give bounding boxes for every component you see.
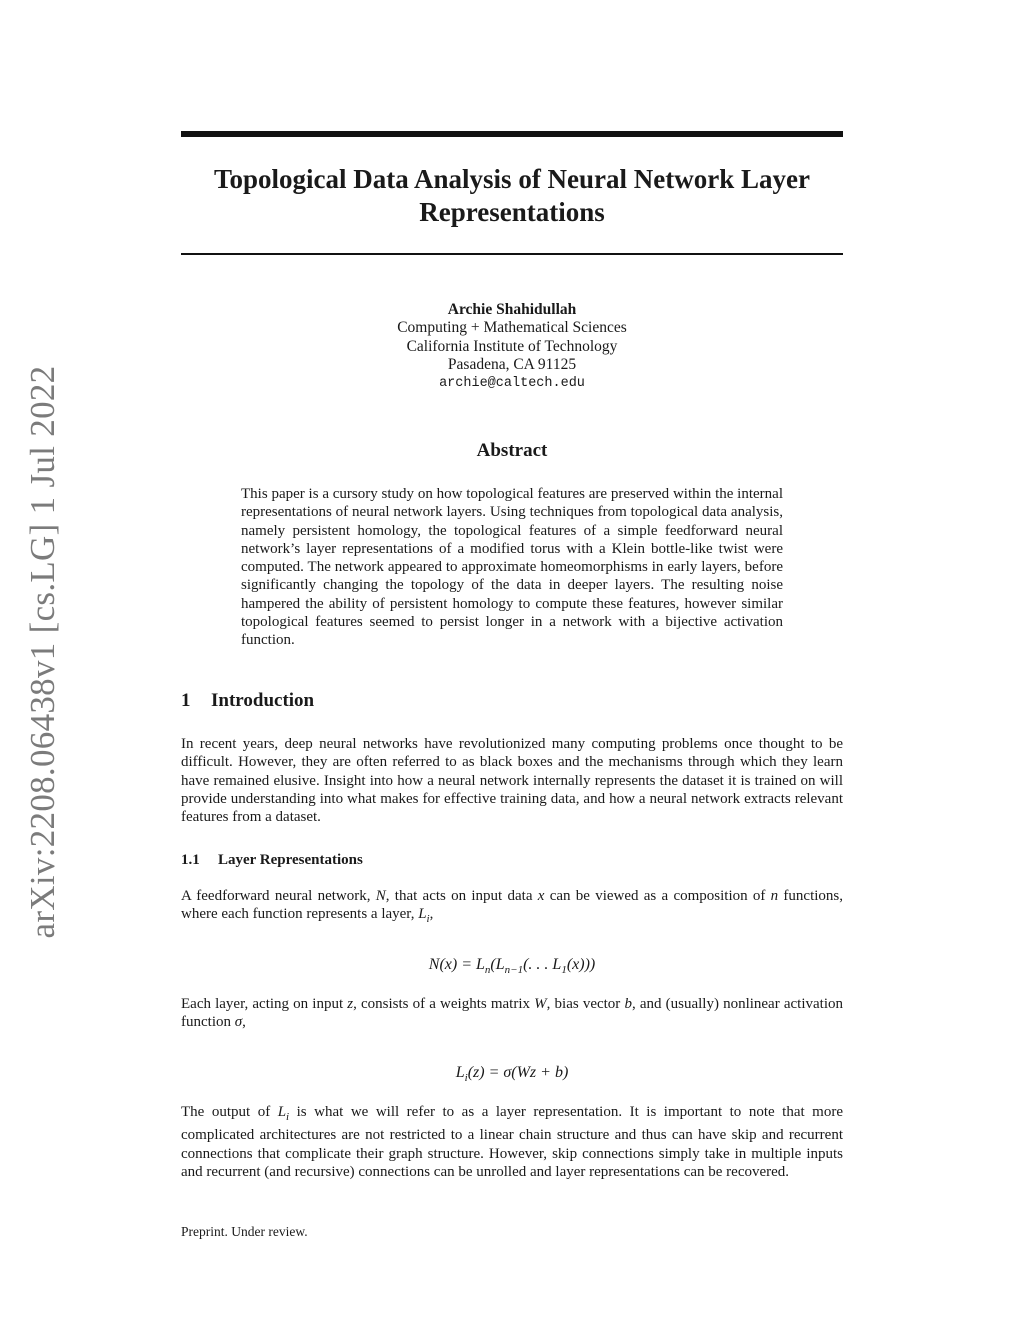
intro-paragraph: In recent years, deep neural networks have revolutionized many computing problems once thought to be difficult. However, they are often referred to as black boxes and the mechanisms through which they learn have remained elusive. Insight into how a neural network internally represents the dataset it is trained on will provide understanding into what makes for effective training data, and how a neural network extracts relevant features from a dataset. [181,736,843,826]
section-heading [181,690,314,712]
abstract-text: This paper is a cursory study on how topological features are preserved within the internal representations of neural network layers. Using techniques from topological data analysis, namely persistent homology, the topological features of a simple feedforward neural network’s layer representations of a modified torus with a Klein bottle-like twist were computed. The network appeared to approximate homeomorphisms in early layers, before significantly changing the topology of the data in deeper layers. The resulting noise hampered the ability of persistent homology to compute these features, however similar topological features seemed to persist longer in a network with a bijective activation function. [241,486,783,649]
equation-layer-definition: $L_i(z) = \sigma(Wz + b)$ [455,1064,569,1085]
author-email[interactable]: archie@caltech.edu [439,375,585,391]
footer-note: Preprint. Under review. [181,1224,308,1239]
subsection-number: 1.1 [181,852,200,868]
author-block [181,301,843,393]
paper-title: Topological Data Analysis of Neural Network Layer Representations [214,164,810,227]
layer-paragraph-1: A feedforward neural network, N, that acts on input data x can be viewed as a composition of n functions, where each function represents a layer, $L_i$, [181,888,843,926]
author-institution: California Institute of Technology [406,337,618,355]
author-location: Pasadena, CA 91125 [447,356,577,374]
abstract-heading: Abstract [476,440,548,461]
title-bottom-rule [181,253,843,255]
subsection-title: Layer Representations [218,852,363,868]
layer-paragraph-2: Each layer, acting on input z, consists of a weights matrix W, bias vector b, and (usually) nonlinear activation function σ, [181,996,843,1031]
subsection-heading [181,852,363,869]
arxiv-identifier: arXiv:2208.06438v1 [cs.LG] 1 Jul 2022 [23,365,62,939]
section-number: 1 [181,690,191,711]
equation-network-composition: $N(x) = L_n(L_{n-1}$(. . . $L_1(x)$)) [428,956,596,977]
author-department: Computing + Mathematical Sciences [397,319,627,337]
author-name: Archie Shahidullah [447,301,577,318]
layer-paragraph-3: The output of $L_i$ is what we will refer to as a layer representation. It is important to note that more complicated architectures are not restricted to a linear chain structure and thus can have skip and recurrent connections that complicate their graph structure. However, skip connections simply take in multiple inputs and recurrent (and recursive) connections can be unrolled and layer representations can be recovered. [181,1104,843,1180]
title-top-rule [181,131,843,137]
section-title: Introduction [211,690,315,711]
